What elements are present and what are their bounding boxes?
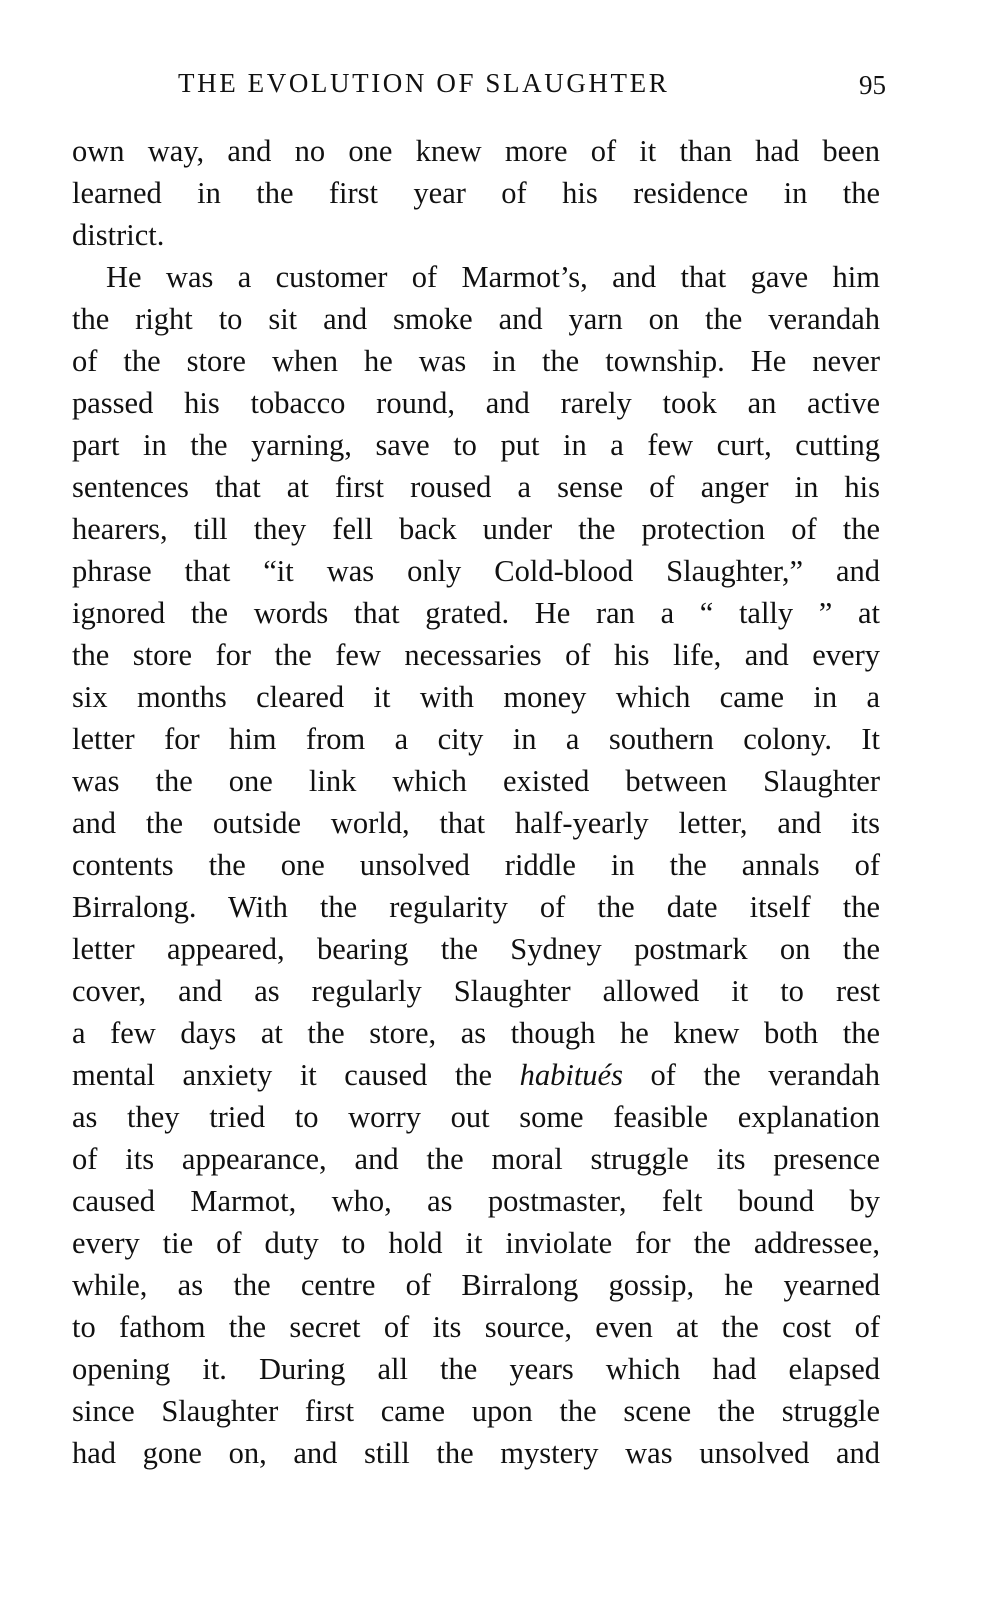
text-line: letter appeared, bearing the Sydney postmark on the: [72, 932, 880, 966]
running-title: THE EVOLUTION OF SLAUGHTER: [178, 68, 670, 98]
italic-word: habitués: [519, 1058, 623, 1092]
text-line: contents the one unsolved riddle in the annals of: [72, 848, 880, 882]
text-line: as they tried to worry out some feasible explanation: [72, 1100, 880, 1134]
text-line: opening it. During all the years which had elapsed: [72, 1352, 880, 1386]
text-line: sentences that at first roused a sense of anger in his: [72, 470, 880, 504]
text-line: letter for him from a city in a southern colony. It: [72, 722, 880, 756]
text-line: since Slaughter first came upon the scene the struggle: [72, 1394, 880, 1428]
text-line: Birralong. With the regularity of the date itself the: [72, 890, 880, 924]
text-line: every tie of duty to hold it inviolate for the addressee,: [72, 1226, 880, 1260]
text-line: was the one link which existed between Slaughter: [72, 764, 880, 798]
text-line: a few days at the store, as though he knew both the: [72, 1016, 880, 1050]
text-line-with-italic: [72, 1054, 880, 1096]
text-line: caused Marmot, who, as postmaster, felt bound by: [72, 1184, 880, 1218]
text-line: part in the yarning, save to put in a few curt, cutting: [72, 428, 880, 462]
text-line: passed his tobacco round, and rarely took an active: [72, 386, 880, 420]
text-line: and the outside world, that half-yearly letter, and its: [72, 806, 880, 840]
page-number: 95: [859, 70, 886, 100]
text-line: cover, and as regularly Slaughter allowed it to rest: [72, 974, 880, 1008]
text-line: learned in the first year of his residence in the: [72, 176, 880, 210]
paragraph-first-line: He was a customer of Marmot’s, and that gave him: [106, 260, 880, 294]
text-segment: mental anxiety it caused the: [72, 1058, 520, 1092]
text-line: district.: [72, 218, 165, 252]
text-line: ignored the words that grated. He ran a “ tally ” at: [72, 596, 880, 630]
text-line: the store for the few necessaries of his life, and every: [72, 638, 880, 672]
text-line: the right to sit and smoke and yarn on the verandah: [72, 302, 880, 336]
body-text: [72, 130, 880, 1474]
text-line: of its appearance, and the moral struggle its presence: [72, 1142, 880, 1176]
text-line: six months cleared it with money which came in a: [72, 680, 880, 714]
page-header: [70, 68, 890, 108]
text-line: of the store when he was in the township. He never: [72, 344, 880, 378]
text-segment: of the verandah: [622, 1058, 880, 1092]
text-line: had gone on, and still the mystery was unsolved and: [72, 1436, 880, 1470]
text-line: own way, and no one knew more of it than had been: [72, 134, 880, 168]
text-line: phrase that “it was only Cold-blood Slaughter,” and: [72, 554, 880, 588]
text-line: to fathom the secret of its source, even at the cost of: [72, 1310, 880, 1344]
text-line: hearers, till they fell back under the protection of the: [72, 512, 880, 546]
text-line: while, as the centre of Birralong gossip, he yearned: [72, 1268, 880, 1302]
